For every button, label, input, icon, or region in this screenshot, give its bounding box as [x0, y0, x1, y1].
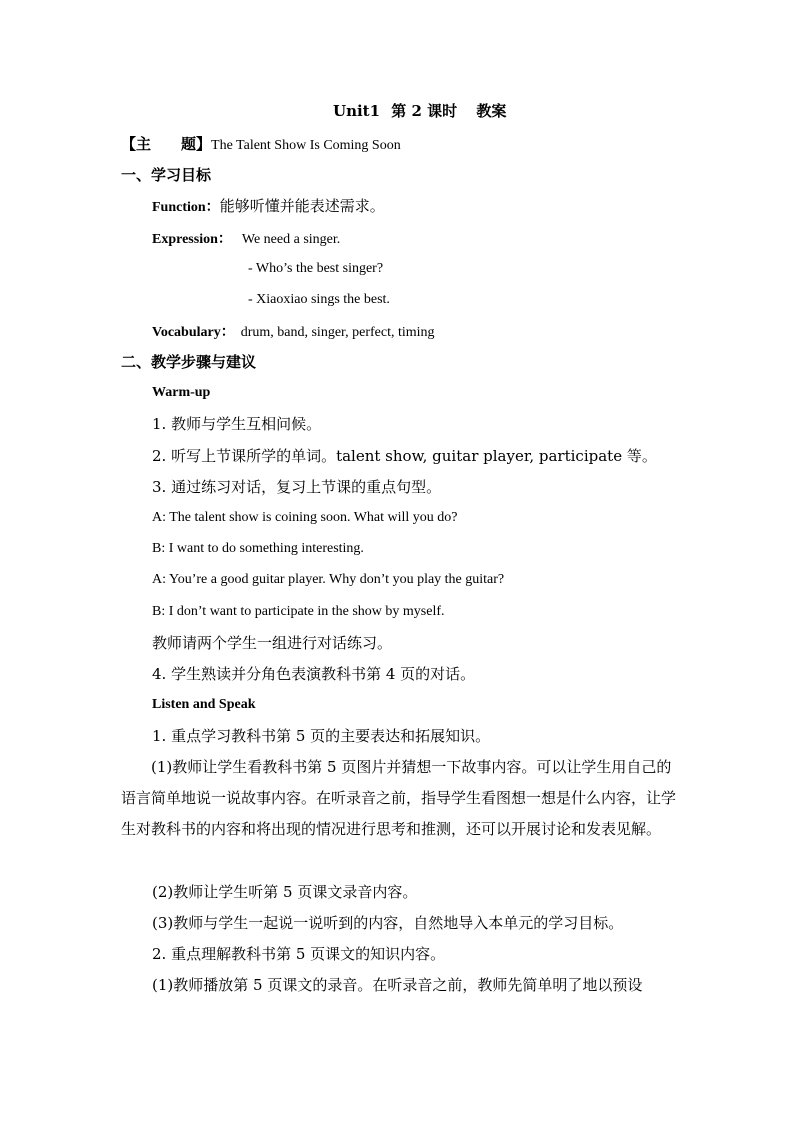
- listen-paragraph: (1)教师让学生看教科书第 5 页图片并猜想一下故事内容。可以让学生用自己的语言简单地说一说故事内容。在听录音之前，指导学生看图想一想是什么内容，让学生对教科书的内容和将出现的情况进行思考和推测，还可以开展讨论和发表见解。: [121, 758, 677, 838]
- expression-label: Expression：: [152, 232, 232, 247]
- listen-speak-title: Listen and Speak: [152, 697, 256, 712]
- vocabulary-line: [152, 321, 435, 343]
- listen-item: (1)教师播放第 5 页课文的录音。在听录音之前，教师先简单明了地以预设: [152, 976, 643, 994]
- vocabulary-value: drum, band, singer, perfect, timing: [240, 325, 435, 340]
- dialogue-line: B: I don’t want to participate in the show by myself.: [152, 604, 445, 619]
- listen-item: (2)教师让学生听第 5 页课文录音内容。: [152, 883, 418, 901]
- warmup-item: 教师请两个学生一组进行对话练习。: [152, 634, 393, 652]
- dialogue-line: A: You’re a good guitar player. Why don’t you play the guitar?: [152, 572, 505, 587]
- page-title: [333, 101, 512, 121]
- title-lesson: 第 2 课时: [391, 102, 458, 120]
- topic-value: The Talent Show Is Coming Soon: [211, 138, 401, 153]
- expression-value: - Xiaoxiao sings the best.: [248, 292, 390, 307]
- dialogue-line: A: The talent show is coining soon. What will you do?: [152, 510, 458, 525]
- title-unit: Unit1: [333, 102, 381, 120]
- section-heading-steps: 二、教学步骤与建议: [121, 353, 257, 371]
- warmup-title: Warm-up: [152, 385, 211, 400]
- warmup-item: 2. 听写上节课所学的单词。talent show, guitar player, participate 等。: [152, 447, 657, 465]
- function-line: [152, 196, 385, 218]
- warmup-item: 3. 通过练习对话，复习上节课的重点句型。: [152, 478, 442, 496]
- warmup-item: 1. 教师与学生互相问候。: [152, 415, 322, 433]
- expression-value: - Who’s the best singer?: [248, 261, 384, 276]
- topic-label: 【主 题】: [121, 135, 212, 153]
- function-label: Function：: [152, 200, 220, 215]
- warmup-item: 4. 学生熟读并分角色表演教科书第 4 页的对话。: [152, 665, 476, 683]
- topic-line: [121, 134, 401, 156]
- listen-item: (3)教师与学生一起说一说听到的内容，自然地导入本单元的学习目标。: [152, 914, 624, 932]
- function-value: 能够听懂并能表述需求。: [219, 197, 385, 215]
- expression-line: [152, 228, 340, 250]
- listen-item: 1. 重点学习教科书第 5 页的主要表达和拓展知识。: [152, 727, 491, 745]
- dialogue-line: B: I want to do something interesting.: [152, 541, 364, 556]
- expression-value: We need a singer.: [241, 232, 341, 247]
- section-heading-objectives: 一、学习目标: [121, 166, 212, 184]
- listen-item: 2. 重点理解教科书第 5 页课文的知识内容。: [152, 945, 446, 963]
- vocabulary-label: Vocabulary：: [152, 325, 235, 340]
- title-plan: 教案: [476, 102, 507, 120]
